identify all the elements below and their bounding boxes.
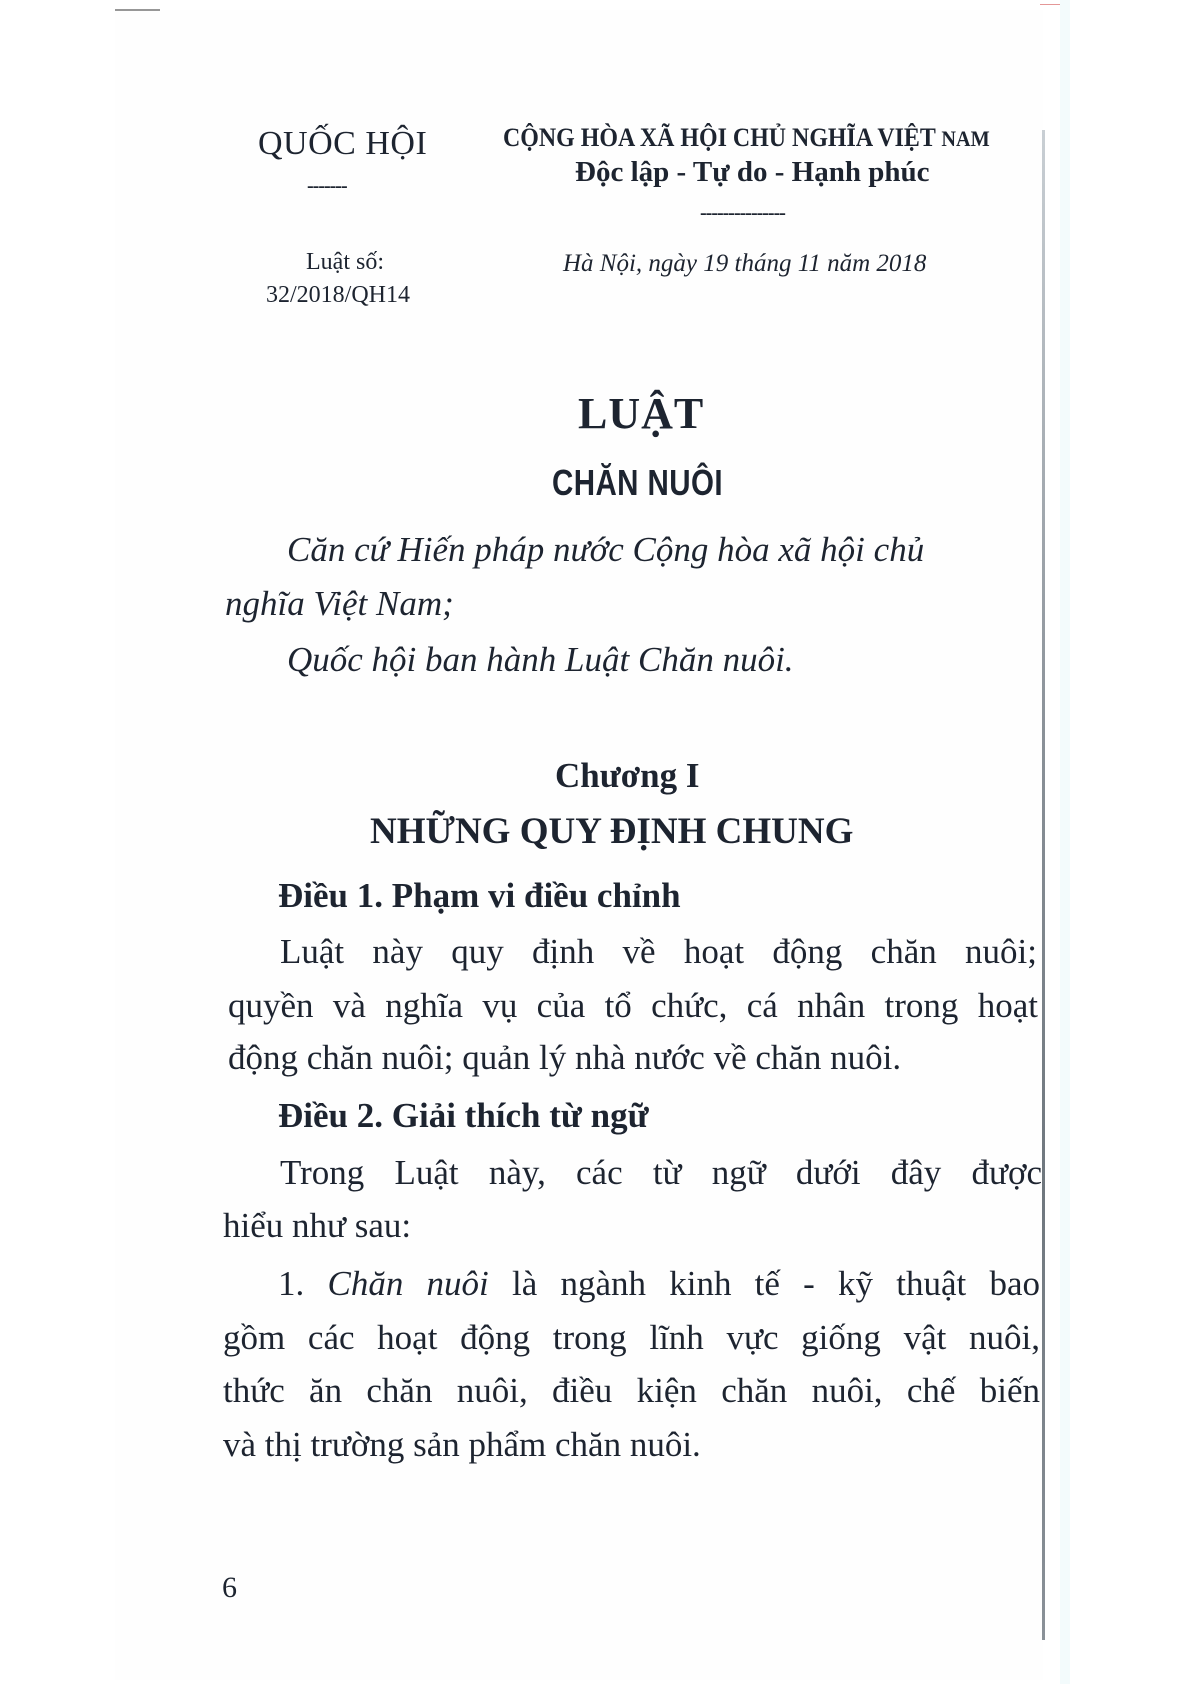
definition-text: là ngành kinh tế - kỹ thuật bao: [488, 1264, 1041, 1303]
article-text-line: và thị trường sản phẩm chăn nuôi.: [223, 1425, 701, 1464]
article-text-line: hiểu như sau:: [223, 1206, 412, 1245]
article-text-line: quyền và nghĩa vụ của tổ chức, cá nhân trong hoạt: [228, 986, 1038, 1025]
article-text-line: động chăn nuôi; quản lý nhà nước về chăn nuôi.: [228, 1038, 902, 1077]
article-heading: Điều 1. Phạm vi điều chỉnh: [278, 876, 681, 915]
article-text-line: Luật này quy định về hoạt động chăn nuôi;: [280, 932, 1037, 971]
chapter-title: NHỮNG QUY ĐỊNH CHUNG: [370, 811, 854, 852]
definition-item: [278, 1266, 1040, 1301]
motto-divider: ---------------: [700, 202, 785, 224]
chapter-label: Chương I: [555, 756, 700, 795]
place-date: Hà Nội, ngày 19 tháng 11 năm 2018: [563, 250, 927, 277]
article-text-line: thức ăn chăn nuôi, điều kiện chăn nuôi, chế biến: [223, 1371, 1040, 1410]
page-top-edge: [115, 9, 160, 11]
document-type-title: LUẬT: [578, 389, 705, 438]
page-binding-edge: [1042, 130, 1045, 1640]
page-number: 6: [222, 1571, 237, 1604]
definition-number: 1.: [278, 1264, 328, 1303]
issuer-divider: -------: [307, 175, 347, 197]
issuer-name: QUỐC HỘI: [258, 125, 428, 162]
article-text-line: Trong Luật này, các từ ngữ dưới đây được: [280, 1153, 1042, 1192]
country-name-main: CỘNG HÒA XÃ HỘI CHỦ NGHĨA VIỆT: [503, 123, 942, 152]
preamble-line: Quốc hội ban hành Luật Chăn nuôi.: [287, 640, 794, 679]
country-name-tail: NAM: [941, 126, 990, 151]
preamble-line: nghĩa Việt Nam;: [225, 584, 454, 623]
law-number-label: Luật số:: [306, 249, 384, 275]
national-motto: Độc lập - Tự do - Hạnh phúc: [575, 156, 930, 188]
scan-bleed: [1060, 0, 1070, 1684]
article-text-line: gồm các hoạt động trong lĩnh vực giống vật nuôi,: [223, 1318, 1040, 1357]
definition-term: Chăn nuôi: [327, 1264, 489, 1303]
preamble-line: Căn cứ Hiến pháp nước Cộng hòa xã hội chủ: [287, 530, 925, 569]
article-heading: Điều 2. Giải thích từ ngữ: [278, 1096, 649, 1135]
country-name: [503, 125, 990, 151]
law-name-title: CHĂN NUÔI: [552, 462, 723, 503]
law-number: 32/2018/QH14: [266, 282, 410, 308]
